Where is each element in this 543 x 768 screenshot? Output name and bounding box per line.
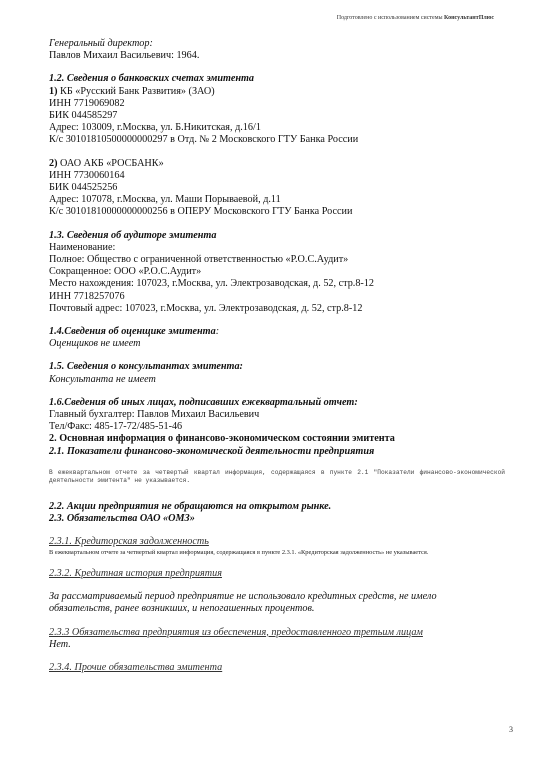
appraiser-colon: : bbox=[215, 326, 220, 338]
bank1-name-line bbox=[49, 86, 499, 98]
section234-heading: 2.3.4. Прочие обязательства эмитента bbox=[49, 661, 223, 673]
section21-heading: 2.1. Показатели финансово-экономической деятельности предприятия bbox=[49, 445, 375, 457]
bank2-address: Адрес: 107078, г.Москва, ул. Маши Порываевой, д.11 bbox=[49, 194, 281, 206]
banks-heading: 1.2. Сведения о банковских счетах эмитента bbox=[49, 73, 255, 85]
section21-note: В ежеквартальном отчете за четвертый квартал информация, содержащаяся в пункте 2.1 "Показатели финансово-экономической деятельности эмитента" не указывается. bbox=[49, 468, 505, 485]
section232-text-1: За рассматриваемый период предприятие не использовало кредитных средств, не имело bbox=[49, 591, 437, 603]
section233-text: Нет. bbox=[49, 638, 71, 650]
auditor-postal: Почтовый адрес: 107023, г.Москва, ул. Электрозаводская, д. 52, стр.8-12 bbox=[49, 302, 363, 314]
bank1-num: 1) bbox=[49, 85, 58, 97]
auditor-heading: 1.3. Сведения об аудиторе эмитента bbox=[49, 229, 217, 241]
auditor-full-name: Полное: Общество с ограниченной ответственностью «Р.О.С.Аудит» bbox=[49, 254, 349, 266]
bank2-name: ОАО АКБ «РОСБАНК» bbox=[57, 157, 164, 169]
bank1-name: КБ «Русский Банк Развития» (ЗАО) bbox=[57, 85, 215, 97]
header-note-prefix: Подготовлено с использованием системы bbox=[336, 15, 445, 21]
auditor-inn: ИНН 7718257076 bbox=[49, 290, 125, 302]
section231-heading: 2.3.1. Кредиторская задолженность bbox=[49, 536, 209, 548]
section233-heading: 2.3.3 Обязательства предприятия из обеспечения, предоставленного третьим лицам bbox=[49, 626, 423, 638]
auditor-location: Место нахождения: 107023, г.Москва, ул. Электрозаводская, д. 52, стр.8-12 bbox=[49, 278, 375, 290]
consultant-text: Консультанта не имеет bbox=[49, 373, 156, 385]
page-number: 3 bbox=[509, 725, 513, 734]
bank1-ks: К/с 30101810500000000297 в Отд. № 2 Московского ГТУ Банка России bbox=[49, 134, 359, 146]
section22-heading: 2.2. Акции предприятия не обращаются на открытом рынке. bbox=[49, 501, 332, 513]
content-body bbox=[49, 38, 505, 674]
director-name: Павлов Михаил Васильевич: 1964. bbox=[49, 50, 200, 62]
bank1-address: Адрес: 103009, г.Москва, ул. Б.Никитская, д.16/1 bbox=[49, 122, 261, 134]
header-note-brand: КонсультантПлюс bbox=[444, 15, 494, 21]
bank2-ks: К/с 30101810000000000256 в ОПЕРУ Московского ГТУ Банка России bbox=[49, 206, 353, 218]
section2-heading: 2. Основная информация о финансово-экономическом состоянии эмитента bbox=[49, 433, 395, 445]
appraiser-heading: 1.4.Сведения об оценщике эмитента bbox=[49, 326, 216, 338]
appraiser-heading-line bbox=[49, 326, 499, 338]
section232-heading: 2.3.2. Кредитная история предприятия bbox=[49, 567, 222, 579]
bank2-name-line bbox=[49, 158, 499, 170]
bank1-bik: БИК 044585297 bbox=[49, 110, 118, 122]
consultant-heading: 1.5. Сведения о консультантах эмитента: bbox=[49, 361, 243, 373]
section23-heading: 2.3. Обязательства ОАО «ОМЗ» bbox=[49, 513, 195, 525]
auditor-name-label: Наименование: bbox=[49, 241, 116, 253]
section232-text-2: обязательств, ранее возникших, и непогашенных процентов. bbox=[49, 603, 315, 615]
bank2-bik: БИК 044525256 bbox=[49, 182, 118, 194]
header-note bbox=[337, 15, 494, 21]
section231-text: В ежеквартальном отчете за четвертый квартал информация, содержащаяся в пункте 2.3.1. «Кредиторская задолженность» не указывается. bbox=[49, 548, 429, 556]
signers-heading: 1.6.Сведения об иных лицах, подписавших ежеквартальный отчет: bbox=[49, 396, 358, 408]
bank2-num: 2) bbox=[49, 157, 58, 169]
director-title: Генеральный директор: bbox=[49, 38, 153, 49]
bank2-inn: ИНН 7730060164 bbox=[49, 169, 125, 181]
auditor-short-name: Сокращенное: ООО «Р.О.С.Аудит» bbox=[49, 266, 202, 278]
appraiser-text: Оценщиков не имеет bbox=[49, 338, 141, 350]
signers-accountant: Главный бухгалтер: Павлов Михаил Васильевич bbox=[49, 409, 260, 421]
signers-phone: Тел/Факс: 485-17-72/485-51-46 bbox=[49, 421, 183, 433]
bank1-inn: ИНН 7719069082 bbox=[49, 97, 125, 109]
